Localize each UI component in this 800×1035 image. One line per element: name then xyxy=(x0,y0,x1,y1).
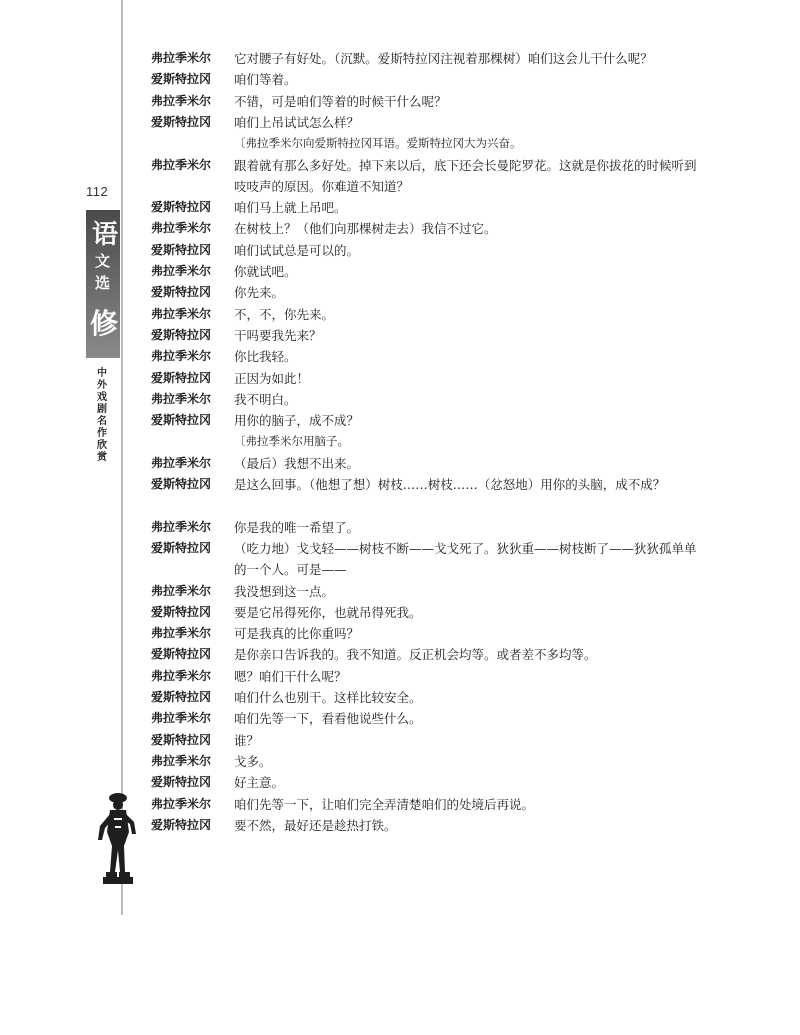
line-text: 嗯？咱们干什么呢？ xyxy=(234,668,347,684)
speaker-name: 爱斯特拉冈 xyxy=(151,647,212,662)
speaker-name: 弗拉季米尔 xyxy=(151,519,212,534)
line-text: 不错，可是咱们等着的时候干什么呢？ xyxy=(234,93,447,109)
line-text: 你先来。 xyxy=(234,285,285,301)
side-title-char: 修 xyxy=(90,307,119,340)
speaker-name: 弗拉季米尔 xyxy=(151,306,212,321)
line-text: （最后）我想不出来。 xyxy=(234,455,360,471)
line-text: 要是它吊得死你，也就吊得死我。 xyxy=(234,604,422,620)
side-title-char: 语 xyxy=(92,220,119,250)
line-text: 你是我的唯一希望了。 xyxy=(234,519,360,535)
page-number: 112 xyxy=(86,184,109,199)
speaker-name: 弗拉季米尔 xyxy=(151,711,212,726)
speaker-name: 弗拉季米尔 xyxy=(151,157,212,172)
speaker-name: 弗拉季米尔 xyxy=(151,51,212,65)
series-subtitle: 中外戏剧名作欣赏 xyxy=(97,368,107,463)
speaker-name: 爱斯特拉冈 xyxy=(151,370,212,385)
speaker-name: 爱斯特拉冈 xyxy=(151,732,212,747)
speaker-name: 爱斯特拉冈 xyxy=(151,200,212,215)
line-text: 不，不，你先来。 xyxy=(234,306,335,322)
speaker-name: 弗拉季米尔 xyxy=(151,264,212,278)
line-text: （吃力地）戈戈轻——树枝不断——戈戈死了。狄狄重——树枝断了——狄狄孤单单的一个人。可是—— xyxy=(234,540,697,578)
stage-direction: 〔弗拉季米尔向爱斯特拉冈耳语。爱斯特拉冈大为兴奋。 xyxy=(234,136,522,151)
speaker-name: 爱斯特拉冈 xyxy=(151,413,212,428)
line-text: 它对腰子有好处。（沉默。爱斯特拉冈注视着那棵树）咱们这会儿干什么呢？ xyxy=(234,51,653,66)
speaker-name: 爱斯特拉冈 xyxy=(151,114,212,129)
line-text: 是你亲口告诉我的。我不知道。反正机会均等。或者差不多均等。 xyxy=(234,647,597,663)
line-text: 用你的脑子，成不成？ xyxy=(234,413,360,429)
speaker-name: 爱斯特拉冈 xyxy=(151,285,212,300)
line-text: 正因为如此！ xyxy=(234,370,310,386)
speaker-name: 弗拉季米尔 xyxy=(151,221,212,236)
line-text: 你就试吧。 xyxy=(234,264,297,279)
speaker-name: 爱斯特拉冈 xyxy=(151,242,212,257)
speaker-name: 爱斯特拉冈 xyxy=(151,477,212,491)
speaker-name: 爱斯特拉冈 xyxy=(151,817,212,832)
speaker-name: 爱斯特拉冈 xyxy=(151,327,212,342)
speaker-name: 爱斯特拉冈 xyxy=(151,690,212,704)
line-text: 咱们什么也别干。这样比较安全。 xyxy=(234,690,422,705)
line-text: 我不明白。 xyxy=(234,391,297,407)
stage-direction: 〔弗拉季米尔用脑子。 xyxy=(234,434,349,449)
side-title-char: 选 xyxy=(95,274,111,292)
line-text: 你比我轻。 xyxy=(234,349,297,365)
speaker-name: 爱斯特拉冈 xyxy=(151,775,212,790)
line-text: 咱们等着。 xyxy=(234,72,297,88)
speaker-name: 爱斯特拉冈 xyxy=(151,72,212,87)
speaker-name: 弗拉季米尔 xyxy=(151,455,212,470)
line-text: 咱们先等一下，看看他说些什么。 xyxy=(234,711,422,727)
line-text: 跟着就有那么多好处。掉下来以后，底下还会长曼陀罗花。这就是你拔花的时候听到吱吱声的原因。你难道不知道？ xyxy=(234,157,697,194)
speaker-name: 弗拉季米尔 xyxy=(151,583,212,598)
line-text: 咱们试试总是可以的。 xyxy=(234,242,360,258)
line-text: 可是我真的比你重吗？ xyxy=(234,626,360,642)
speaker-name: 爱斯特拉冈 xyxy=(151,540,212,555)
line-text: 要不然，最好还是趁热打铁。 xyxy=(234,817,397,833)
side-title-band xyxy=(86,210,120,358)
line-text: 戈多。 xyxy=(234,753,272,769)
speaker-name: 弗拉季米尔 xyxy=(151,349,212,364)
margin-rule xyxy=(121,0,123,915)
line-text: 干吗要我先来？ xyxy=(234,327,322,343)
speaker-name: 弗拉季米尔 xyxy=(151,626,212,641)
line-text: 咱们上吊试试怎么样？ xyxy=(234,114,360,130)
speaker-name: 爱斯特拉冈 xyxy=(151,604,212,619)
line-text: 咱们马上就上吊吧。 xyxy=(234,200,347,216)
speaker-name: 弗拉季米尔 xyxy=(151,93,212,108)
speaker-name: 弗拉季米尔 xyxy=(151,753,212,768)
line-text: 咱们先等一下，让咱们完全弄清楚咱们的处境后再说。 xyxy=(234,796,535,812)
speaker-name: 弗拉季米尔 xyxy=(151,391,212,406)
side-title-char: 文 xyxy=(95,252,111,270)
speaker-name: 弗拉季米尔 xyxy=(151,796,212,811)
line-text: 在树枝上？（他们向那棵树走去）我信不过它。 xyxy=(234,221,497,237)
line-text: 好主意。 xyxy=(234,775,285,791)
knight-figure-illustration xyxy=(94,788,140,886)
line-text: 是这么回事。（他想了想）树枝……树枝……（忿怒地）用你的头脑，成不成？ xyxy=(234,477,666,492)
speaker-name: 弗拉季米尔 xyxy=(151,668,212,683)
line-text: 我没想到这一点。 xyxy=(234,583,335,599)
line-text: 谁？ xyxy=(234,732,260,748)
